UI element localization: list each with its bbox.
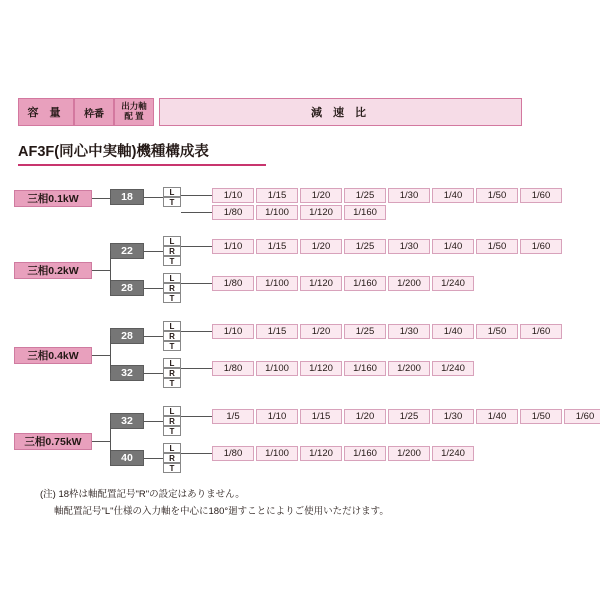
ratio-cell-2-1-0-1: 1/100 [256, 361, 298, 376]
ratio-cell-2-0-0-6: 1/50 [476, 324, 518, 339]
ratio-cell-2-0-0-5: 1/40 [432, 324, 474, 339]
page-title-text: AF3F(同心中実軸)機種構成表 [18, 144, 209, 160]
ratio-cell-3-1-0-5: 1/240 [432, 446, 474, 461]
shaft-code-3-0-R: R [163, 416, 181, 426]
shaft-code-3-1-R: R [163, 453, 181, 463]
ratio-cell-0-0-0-1: 1/15 [256, 188, 298, 203]
shaft-code-2-1-T: T [163, 378, 181, 388]
shaft-code-3-1-L: L [163, 443, 181, 453]
ratio-cell-0-0-0-0: 1/10 [212, 188, 254, 203]
ratio-cell-0-0-0-3: 1/25 [344, 188, 386, 203]
capacity-label-3: 三相0.75kW [14, 433, 92, 450]
connector-line [92, 198, 110, 199]
ratio-cell-1-0-0-0: 1/10 [212, 239, 254, 254]
connector-line [181, 246, 212, 247]
ratio-cell-3-0-0-8: 1/60 [564, 409, 600, 424]
ratio-cell-0-0-0-4: 1/30 [388, 188, 430, 203]
connector-line [181, 331, 212, 332]
ratio-cell-2-1-0-3: 1/160 [344, 361, 386, 376]
ratio-cell-1-0-0-6: 1/50 [476, 239, 518, 254]
ratio-cell-2-0-0-7: 1/60 [520, 324, 562, 339]
ratio-cell-0-0-1-1: 1/100 [256, 205, 298, 220]
ratio-cell-2-1-0-5: 1/240 [432, 361, 474, 376]
connector-line [144, 458, 163, 459]
connector-line [144, 336, 163, 337]
ratio-cell-2-0-0-3: 1/25 [344, 324, 386, 339]
shaft-code-3-0-T: T [163, 426, 181, 436]
ratio-cell-2-0-0-1: 1/15 [256, 324, 298, 339]
connector-line [181, 416, 212, 417]
ratio-cell-1-1-0-2: 1/120 [300, 276, 342, 291]
ratio-cell-1-1-0-0: 1/80 [212, 276, 254, 291]
ratio-cell-3-1-0-0: 1/80 [212, 446, 254, 461]
legend-shaft-line1: 出力軸 [121, 101, 147, 112]
shaft-code-1-0-T: T [163, 256, 181, 266]
ratio-cell-2-1-0-2: 1/120 [300, 361, 342, 376]
ratio-cell-3-1-0-2: 1/120 [300, 446, 342, 461]
ratio-cell-3-0-0-7: 1/50 [520, 409, 562, 424]
ratio-cell-2-0-0-2: 1/20 [300, 324, 342, 339]
shaft-code-2-0-T: T [163, 341, 181, 351]
ratio-cell-0-0-0-5: 1/40 [432, 188, 474, 203]
legend-frame: 枠番 [74, 98, 114, 126]
connector-line [110, 336, 111, 373]
ratio-cell-3-0-0-5: 1/30 [432, 409, 474, 424]
ratio-cell-2-1-0-0: 1/80 [212, 361, 254, 376]
legend-shaft [114, 98, 154, 126]
ratio-cell-3-1-0-3: 1/160 [344, 446, 386, 461]
note-line-1: (注) 18枠は軸配置記号"R"の設定はありません。 [40, 489, 245, 500]
title-underline [18, 164, 266, 166]
shaft-code-2-1-L: L [163, 358, 181, 368]
capacity-label-0: 三相0.1kW [14, 190, 92, 207]
connector-line [181, 453, 212, 454]
ratio-cell-1-0-0-5: 1/40 [432, 239, 474, 254]
ratio-cell-1-0-0-1: 1/15 [256, 239, 298, 254]
connector-line [181, 368, 212, 369]
capacity-label-1: 三相0.2kW [14, 262, 92, 279]
note-line-2: 軸配置記号"L"仕様の入力軸を中心に180°廻すことによりご使用いただけます。 [54, 505, 389, 517]
frame-number-1-1: 28 [110, 280, 144, 296]
connector-line [110, 251, 111, 288]
ratio-cell-3-1-0-1: 1/100 [256, 446, 298, 461]
ratio-cell-2-0-0-0: 1/10 [212, 324, 254, 339]
frame-number-2-1: 32 [110, 365, 144, 381]
connector-line [181, 212, 212, 213]
ratio-cell-1-1-0-5: 1/240 [432, 276, 474, 291]
connector-line [144, 251, 163, 252]
legend-ratio: 減 速 比 [159, 98, 522, 126]
frame-number-1-0: 22 [110, 243, 144, 259]
ratio-cell-1-0-0-7: 1/60 [520, 239, 562, 254]
connector-line [92, 441, 110, 442]
shaft-code-1-0-R: R [163, 246, 181, 256]
ratio-cell-3-0-0-1: 1/10 [256, 409, 298, 424]
notes [40, 487, 389, 520]
shaft-code-1-1-R: R [163, 283, 181, 293]
shaft-code-1-1-L: L [163, 273, 181, 283]
frame-number-2-0: 28 [110, 328, 144, 344]
ratio-cell-1-0-0-3: 1/25 [344, 239, 386, 254]
connector-line [181, 283, 212, 284]
ratio-cell-0-0-0-2: 1/20 [300, 188, 342, 203]
connector-line [92, 355, 110, 356]
shaft-code-1-0-L: L [163, 236, 181, 246]
shaft-code-3-1-T: T [163, 463, 181, 473]
legend-capacity: 容 量 [18, 98, 74, 126]
ratio-cell-3-0-0-3: 1/20 [344, 409, 386, 424]
ratio-cell-3-0-0-2: 1/15 [300, 409, 342, 424]
connector-line [144, 288, 163, 289]
ratio-cell-1-0-0-2: 1/20 [300, 239, 342, 254]
ratio-cell-1-1-0-4: 1/200 [388, 276, 430, 291]
ratio-cell-0-0-1-3: 1/160 [344, 205, 386, 220]
page-title [18, 140, 266, 166]
ratio-cell-1-1-0-1: 1/100 [256, 276, 298, 291]
connector-line [181, 195, 212, 196]
connector-line [110, 421, 111, 458]
frame-number-3-1: 40 [110, 450, 144, 466]
ratio-cell-0-0-1-2: 1/120 [300, 205, 342, 220]
ratio-cell-3-0-0-0: 1/5 [212, 409, 254, 424]
frame-number-3-0: 32 [110, 413, 144, 429]
legend-shaft-line2: 配 置 [124, 111, 144, 121]
connector-line [144, 197, 163, 198]
legend-row [18, 98, 522, 126]
ratio-cell-1-0-0-4: 1/30 [388, 239, 430, 254]
shaft-code-2-0-R: R [163, 331, 181, 341]
ratio-cell-3-0-0-4: 1/25 [388, 409, 430, 424]
shaft-code-0-0-L: L [163, 187, 181, 197]
ratio-cell-3-1-0-4: 1/200 [388, 446, 430, 461]
ratio-cell-2-0-0-4: 1/30 [388, 324, 430, 339]
shaft-code-1-1-T: T [163, 293, 181, 303]
ratio-cell-0-0-1-0: 1/80 [212, 205, 254, 220]
connector-line [144, 373, 163, 374]
ratio-cell-1-1-0-3: 1/160 [344, 276, 386, 291]
shaft-code-3-0-L: L [163, 406, 181, 416]
capacity-label-2: 三相0.4kW [14, 347, 92, 364]
ratio-cell-0-0-0-6: 1/50 [476, 188, 518, 203]
ratio-cell-3-0-0-6: 1/40 [476, 409, 518, 424]
connector-line [144, 421, 163, 422]
shaft-code-2-0-L: L [163, 321, 181, 331]
shaft-code-0-0-T: T [163, 197, 181, 207]
ratio-cell-0-0-0-7: 1/60 [520, 188, 562, 203]
ratio-cell-2-1-0-4: 1/200 [388, 361, 430, 376]
frame-number-0-0: 18 [110, 189, 144, 205]
connector-line [92, 270, 110, 271]
shaft-code-2-1-R: R [163, 368, 181, 378]
